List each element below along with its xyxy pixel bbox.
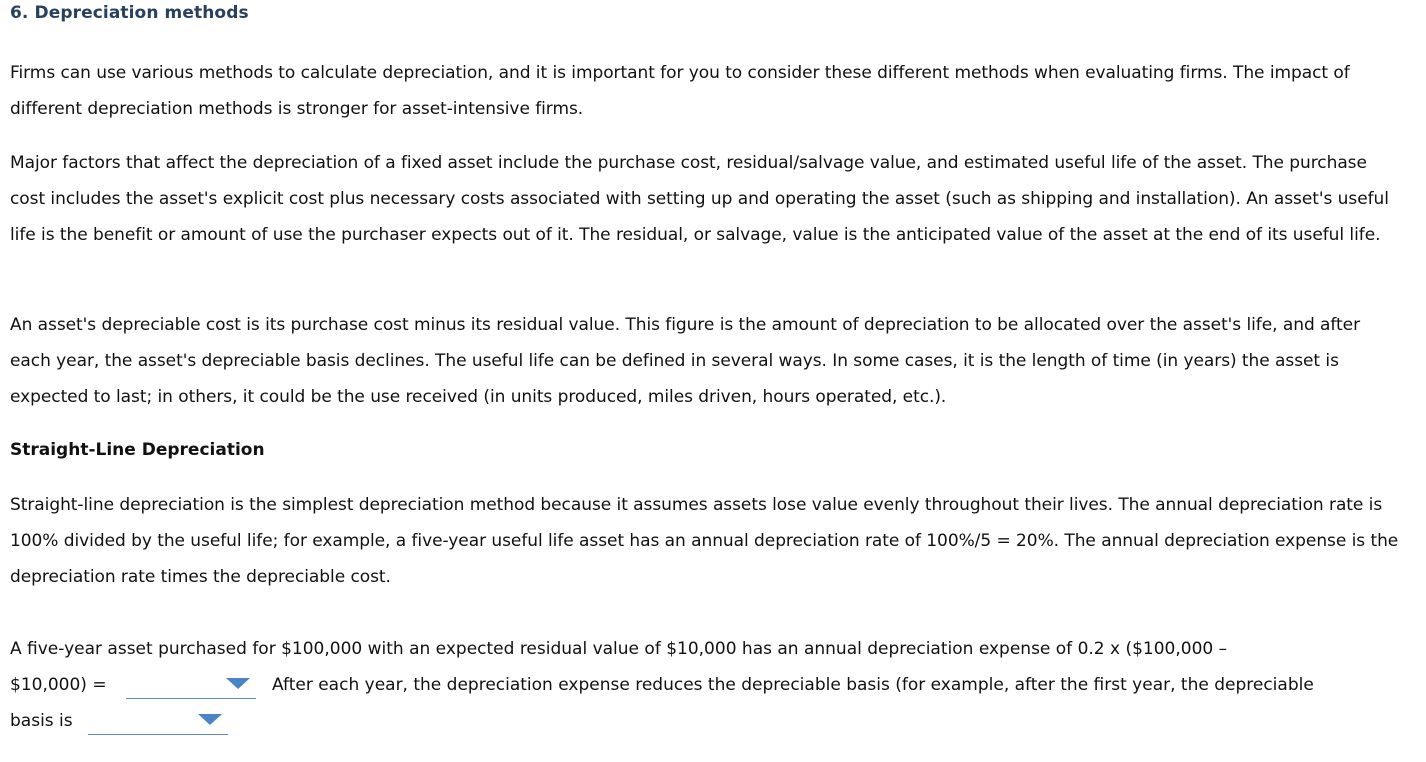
straight-line-paragraph: Straight-line depreciation is the simplest depreciation method because it assumes assets lose value evenly throughout their lives. The annual depreciation rate is 100% divided by the useful life; for example, a five-year useful life asset has an annual depreciation rate of 100%/5 = 20%. The annual depreciation expense is the depreciation rate times the depreciable cost.: [10, 495, 1399, 587]
depreciable-cost-paragraph: An asset's depreciable cost is its purchase cost minus its residual value. This figure is the amount of depreciation to be allocated over the asset's life, and after each year, the asset's depreciable basis declines. The useful life can be defined in several ways. In some cases, it is the length of time (in years) the asset is expected to last; in others, it could be the use received (in units produced, miles driven, hours operated, etc.).: [10, 315, 1361, 407]
depreciable-basis-dropdown[interactable]: [88, 708, 228, 735]
section-title: 6. Depreciation methods: [10, 3, 249, 23]
chevron-down-icon: [198, 714, 222, 725]
straight-line-heading: Straight-Line Depreciation: [10, 440, 265, 460]
question-line-3-prefix: basis is: [10, 711, 73, 731]
question-line-1: A five-year asset purchased for $100,000 with an expected residual value of $10,000 has an annual depreciation expense of 0.2 x ($100,000 –: [10, 639, 1228, 659]
chevron-down-icon: [226, 678, 250, 689]
annual-expense-dropdown[interactable]: [126, 672, 256, 699]
question-line-2-suffix: After each year, the depreciation expense reduces the depreciable basis (for example, after the first year, the depreciable: [272, 675, 1314, 695]
question-line-2-prefix: $10,000) =: [10, 675, 107, 695]
intro-paragraph: Firms can use various methods to calculate depreciation, and it is important for you to consider these different methods when evaluating firms. The impact of different depreciation methods is stronger for asset-intensive firms.: [10, 63, 1350, 119]
factors-paragraph: Major factors that affect the depreciation of a fixed asset include the purchase cost, residual/salvage value, and estimated useful life of the asset. The purchase cost includes the asset's explicit cost plus necessary costs associated with setting up and operating the asset (such as shipping and installation). An asset's useful life is the benefit or amount of use the purchaser expects out of it. The residual, or salvage, value is the anticipated value of the asset at the end of its useful life.: [10, 153, 1389, 245]
